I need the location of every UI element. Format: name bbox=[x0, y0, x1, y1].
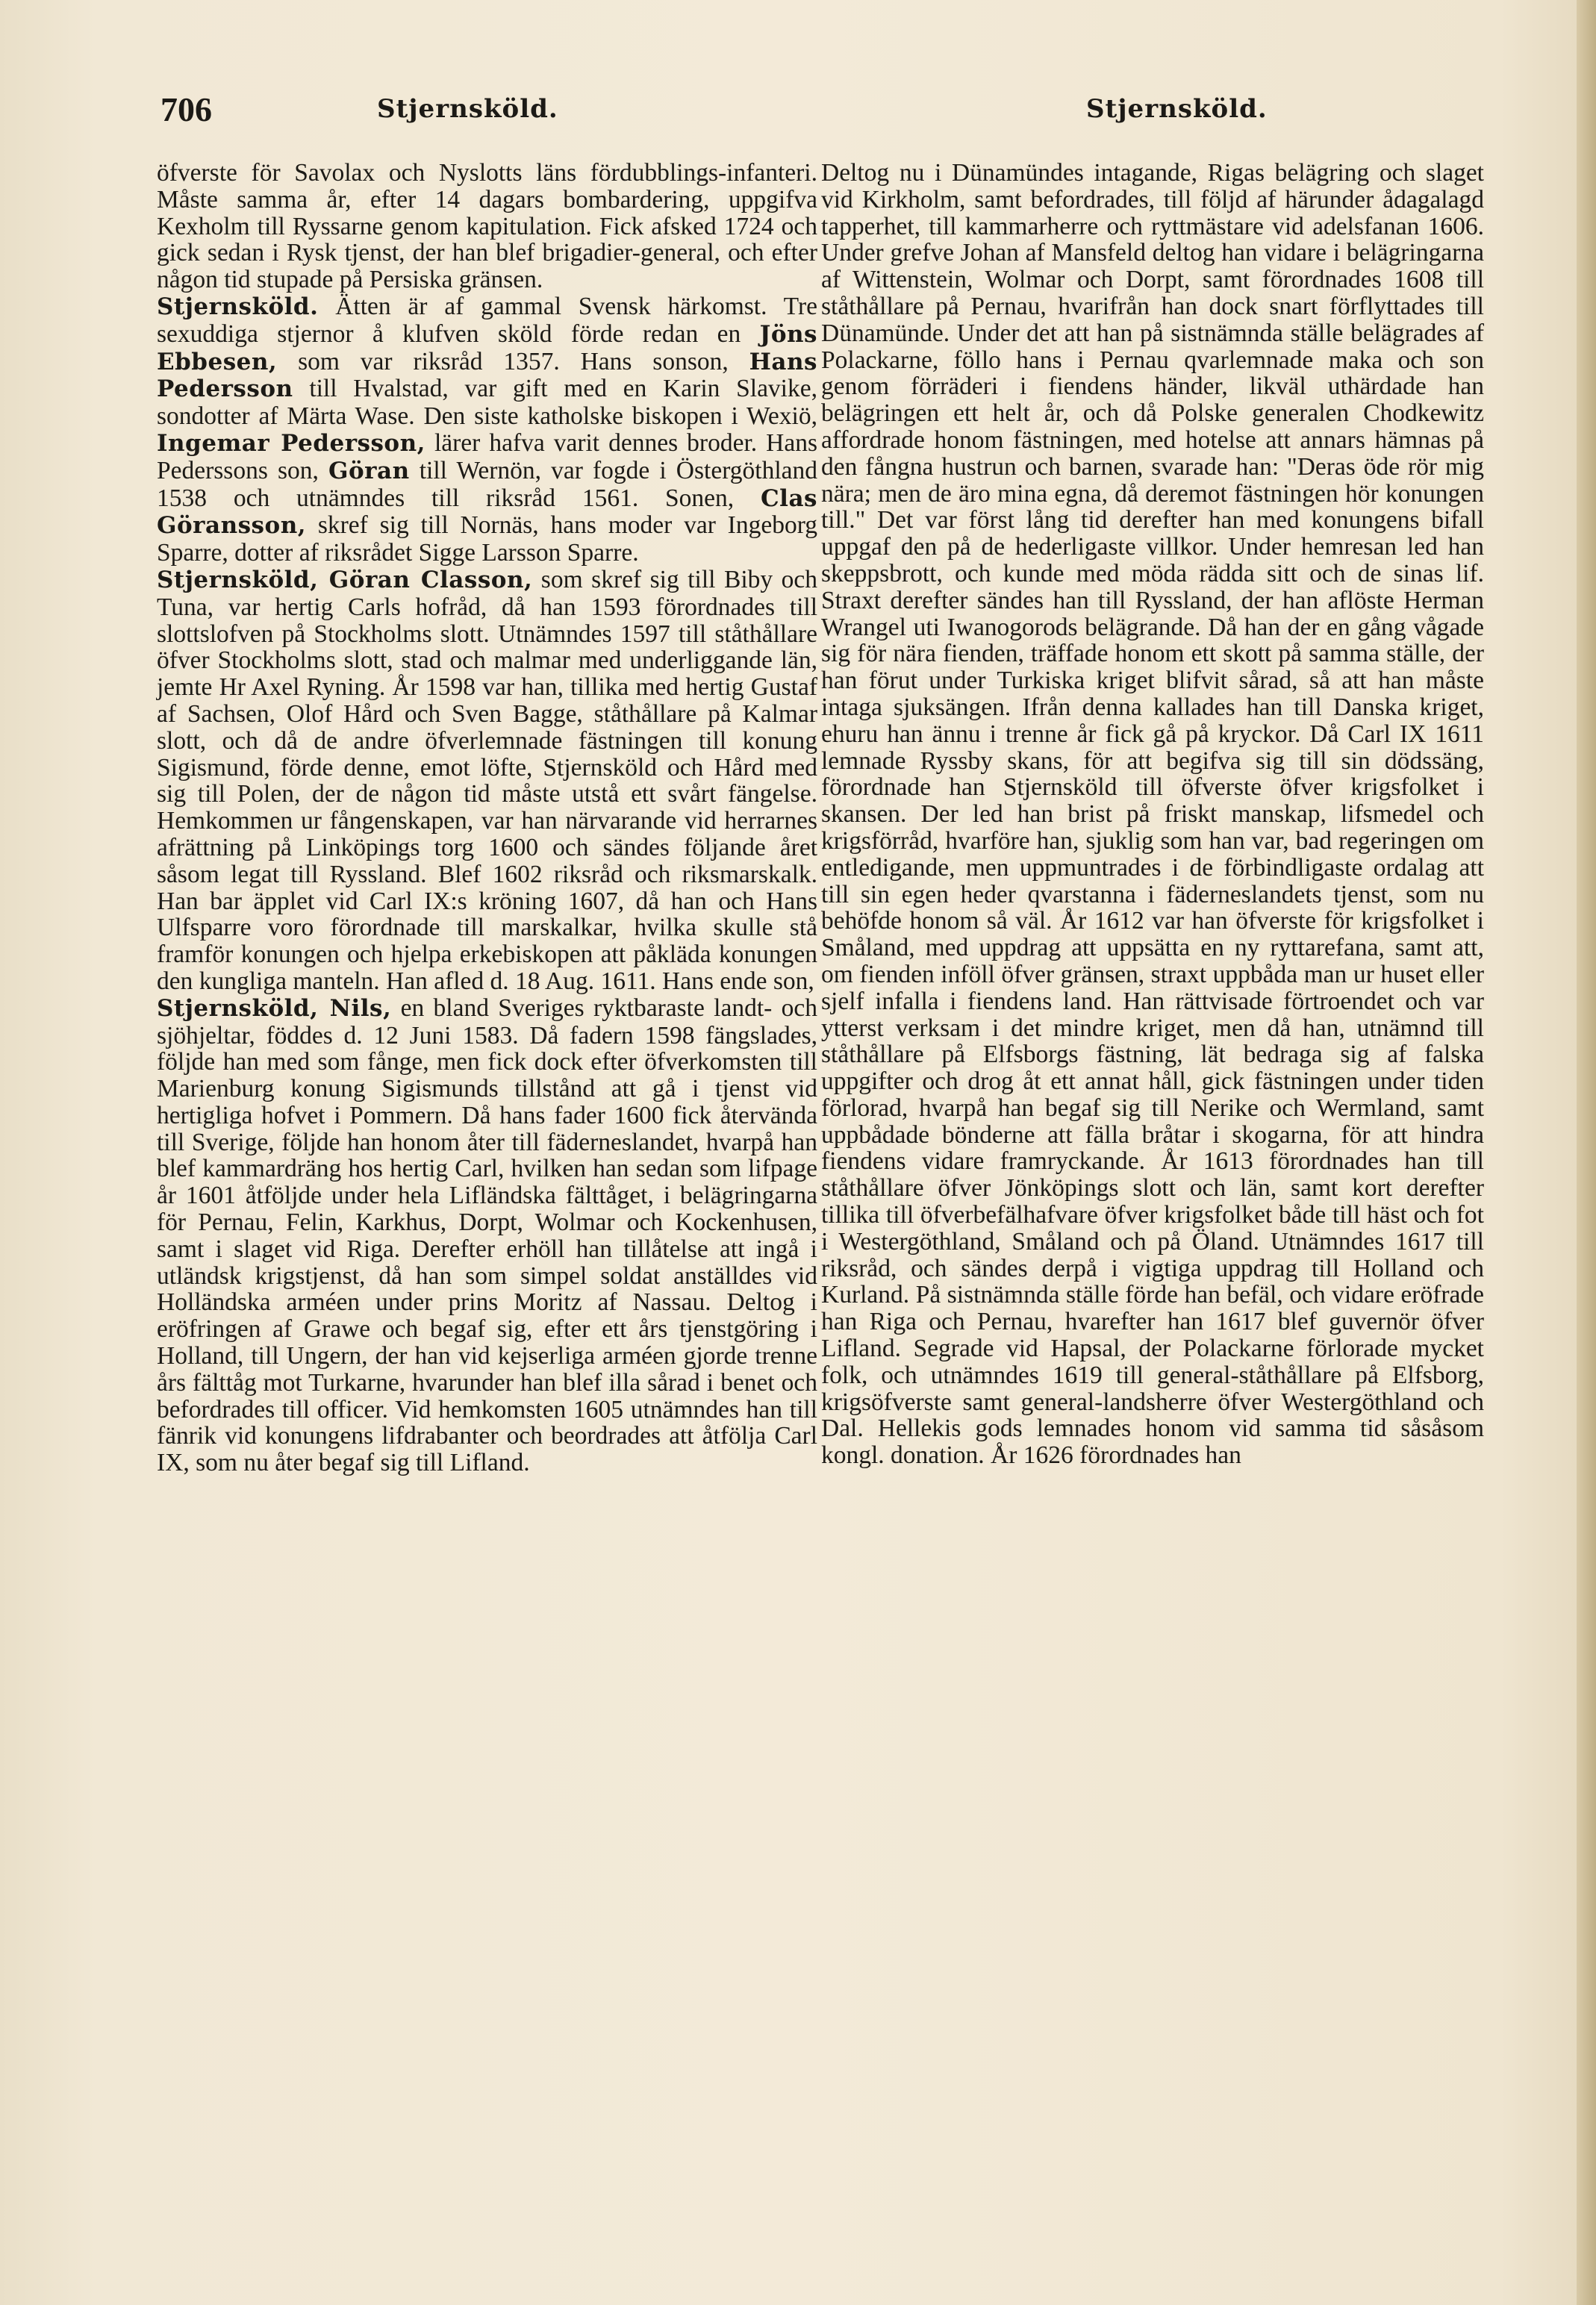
entry-text: till Hvalstad, var gift med en Karin Slavike, sondotter af Märta Wase. Den siste katholske biskopen i Wexiö, bbox=[157, 375, 817, 431]
entry-goran-classon bbox=[157, 567, 817, 995]
entry-stjernskold-family bbox=[157, 293, 817, 567]
left-column bbox=[157, 160, 817, 1476]
entry-text: som skref sig till Biby och Tuna, var hertig Carls hofråd, då han 1593 förordnades till slottslofven på Stockholms slott. Utnämndes 1597 till ståthållare öfver Stockholms slott, stad och malmar med underliggande län, jemte Hr Axel Ryning. År 1598 var han, tillika med hertig Gustaf af Sachsen, Olof Hård och Sven Bagge, ståthållare på Kalmar slott, och då de andre öfverlemnade fästningen till konung Sigismund, förde denne, emot löfte, Stjernsköld och Hård med sig till Polen, der de någon tid måste utstå ett svårt fängelse. Hemkommen ur fångenskapen, var han närvarande vid herrarnes afrättning på Linköpings torg 1600 och sändes följande året såsom legat till Ryssland. Blef 1602 riksråd och riksmarskalk. Han bar äpplet vid Carl IX:s kröning 1607, då han och Hans Ulfsparre voro förordnade till marskalkar, hvilka skulle stå framför konungen och hjelpa erkebiskopen att påkläda konungen den kungliga manteln. Han afled d. 18 Aug. 1611. Hans ende son, bbox=[157, 565, 818, 995]
person-name: Ingemar Pedersson, bbox=[157, 429, 426, 457]
entry-heading: Stjernsköld, Göran Classon, bbox=[157, 566, 533, 593]
paragraph-continuation: öfverste för Savolax och Nyslotts läns fördubblings-infanteri. Måste samma år, efter 14 dagars bombardering, uppgifva Kexholm till Ryssarne genom kapitulation. Fick afsked 1724 och gick sedan i Rysk tjenst, der han blef brigadier-general, och efter någon tid stupade på Persiska gränsen. bbox=[157, 159, 817, 294]
paragraph-continuation: Deltog nu i Dünamündes intagande, Rigas belägring och slaget vid Kirkholm, samt befordrades, till följd af härunder ådagalagd tapperhet, till kammarherre och ryttmästare vid adelsfanan 1606. Under grefve Johan af Mansfeld deltog han vidare i belägringarna af Wittenstein, Wolmar och Dorpt, samt förordnades 1608 till ståthållare på Pernau, hvarifrån han dock snart förflyttades till Dünamünde. Under det att han på sistnämnda ställe belägrades af Polackarne, föllo hans i Pernau qvarlemnade maka och son genom förräderi i fiendens händer, likväl uthärdade han belägringen ett helt år, och då Polske generalen Chodkewitz affordrade honom fästningen, med hotelse att annars hämnas på den fångna hustrun och barnen, svarade han: "Deras öde rör mig nära; men de äro mina egna, då deremot fästningen hör konungen till." Det var först lång tid derefter han med konungens bifall uppgaf den på de hederligaste villkor. Under hemresan led han skeppsbrott, och kunde med möda rädda sitt och de sinas lif. Straxt derefter sändes han till Ryssland, der han aflöste Herman Wrangel uti Iwanogorods belägrande. Då han der en gång vågade sig för nära fienden, träffade honom ett skott på samma ställe, der han förut under Turkiska kriget blifvit sårad, så att han måste intaga sjuksängen. Ifrån denna kallades han till Danska kriget, ehuru han ännu i trenne år fick gå på kryckor. Då Carl IX 1611 lemnade Ryssby skans, för att begifva sig till sin dödssäng, förordnade han Stjernsköld till öfverste öfver krigsfolket i skansen. Der led han brist på friskt manskap, lifsmedel och krigsförråd, hvarföre han, sjuklig som han var, bad regeringen om entledigande, men uppmuntrades i de förbindligaste ordalag att till sin egen heder qvarstanna i fäderneslandets tjenst, som nu behöfde honom så väl. År 1612 var han öfverste för krigsfolket i Småland, med uppdrag att uppsätta en ny ryttarefana, samt att, om fienden inföll öfver gränsen, straxt uppbåda man ur huset eller sjelf infalla i fiendens land. Han rättvisade förtroendet och var ytterst verksam i det mindre kriget, men då han, utnämnd till ståthållare på Elfsborgs fästning, lät bedraga sig af falska uppgifter och drog åt ett annat håll, gick fästningen under tiden förlorad, hvarpå han begaf sig till Nerike och Wermland, samt uppbådade bönderne att fälla bråtar i skogarna, för att hindra fiendens vidare framryckande. År 1613 förordnades han till ståthållare öfver Jönköpings slott och län, samt kort derefter tillika till öfverbefälhafvare öfver krigsfolket både till häst och fot i Westergöthland, Småland och på Öland. Utnämndes 1617 till riksråd, och sändes derpå i vigtiga uppdrag till Holland och Kurland. På sistnämnda ställe förde han befäl, och vidare eröfrade han Riga och Pernau, hvarefter han 1617 blef guvernör öfver Lifland. Segrade vid Hapsal, der Polackarne förlorade mycket folk, och utnämndes 1619 till general-ståthållare på Elfsborg, krigsöfverste samt general-landsherre öfver Westergöthland och Dal. Hellekis gods lemnades honom vid samma tid såsåsom kongl. donation. År 1626 förordnades han bbox=[821, 159, 1484, 1470]
page-edge bbox=[1577, 0, 1596, 2305]
entry-nils bbox=[157, 995, 817, 1476]
entry-heading: Stjernsköld. bbox=[157, 293, 319, 320]
entry-text: till Wernön, var fogde i Östergöthland 1538 och utnämndes till riksråd 1561. Sonen, bbox=[157, 456, 817, 512]
person-name: Göran bbox=[328, 457, 410, 484]
entry-heading: Stjernsköld, Nils, bbox=[157, 994, 392, 1022]
page-header bbox=[160, 90, 1474, 142]
page-number: 706 bbox=[160, 90, 212, 128]
entry-text: en bland Sveriges ryktbaraste landt- och sjöhjeltar, föddes d. 12 Juni 1583. Då fadern 1598 fängslades, följde han med som fånge, men fick dock efter öfverkomsten till Marienburg konung Sigismunds tillstånd att gå i tjenst vid hertigliga hofvet i Pommern. Då hans fader 1600 fick återvända till Sverige, följde han honom åter till fäderneslandet, hvarpå han blef kammardräng hos hertig Carl, hvilken han sedan som lifpage år 1601 åtföljde under hela Lifländska fälttåget, i belägringarna för Pernau, Felin, Karkhus, Dorpt, Wolmar och Kockenhusen, samt i slaget vid Riga. Derefter erhöll han tillåtelse att ingå i utländsk krigstjenst, då han som simpel soldat anställdes vid Holländska arméen under prins Moritz af Nassau. Deltog i eröfringen af Grawe och begaf sig, efter ett års tjenstgöring i Holland, till Ungern, der han vid kejserliga arméen gjorde trenne års fälttåg mot Turkarne, hvarunder han blef illa sårad i benet och befordrades till officer. Vid hemkomsten 1605 utnämndes han till fänrik vid konungens lifdrabanter och beordrades att åtfölja Carl IX, som nu åter begaf sig till Lifland. bbox=[157, 994, 818, 1477]
entry-text: lärer hafva varit dennes broder. Hans Pederssons son, bbox=[157, 428, 817, 484]
person-name: Clas Göransson, bbox=[157, 484, 817, 540]
entry-text: som var riksråd 1357. Hans sonson, bbox=[277, 347, 749, 375]
running-head-right: Stjernsköld. bbox=[1086, 94, 1268, 124]
entry-text: Ätten är af gammal Svensk härkomst. Tre sexuddiga stjernor å klufven sköld förde redan en bbox=[157, 292, 817, 348]
entry-text: skref sig till Nornäs, hans moder var Ingeborg Sparre, dotter af riksrådet Sigge Larsson Sparre. bbox=[157, 511, 817, 567]
running-head-left: Stjernsköld. bbox=[377, 94, 558, 124]
person-name: Hans Pedersson bbox=[157, 348, 817, 403]
person-name: Jöns Ebbesen, bbox=[157, 320, 817, 375]
right-column bbox=[821, 160, 1484, 1469]
